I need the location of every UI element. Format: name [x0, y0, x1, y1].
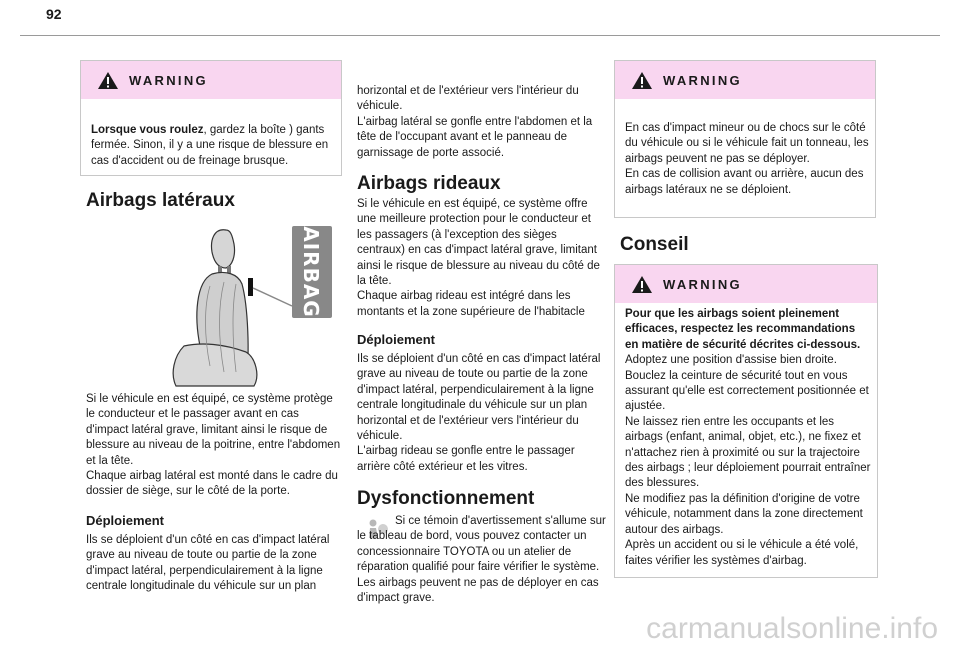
warning-box	[80, 60, 342, 176]
subheading-deployment: Déploiement	[86, 513, 165, 528]
warning-body-text: , gardez la boîte ) gants fermée. Sinon, il y a une risque de blessure en cas d'accident ou de freinage brusque.	[91, 124, 329, 167]
warning-header	[81, 61, 341, 99]
column-1	[80, 60, 342, 593]
warning-box-impact	[614, 60, 876, 218]
warning-text	[81, 99, 341, 177]
seat-illustration	[114, 226, 334, 388]
seat-airbag-illustration	[114, 226, 334, 388]
warning-box-advice	[614, 264, 878, 578]
warning-triangle-icon	[631, 71, 653, 90]
airbag-vertical-label: AIRBAG	[299, 226, 323, 318]
warning-title: WARNING	[663, 276, 742, 292]
section-heading-advice: Conseil	[620, 234, 689, 255]
warning-title: WARNING	[129, 72, 208, 88]
section-heading-curtain-airbags: Airbags rideaux	[357, 173, 501, 194]
subheading-deployment-2: Déploiement	[357, 332, 436, 347]
warning-header	[615, 265, 877, 303]
warning-header	[615, 61, 875, 99]
warning-title: WARNING	[663, 72, 742, 88]
warning-body-text: Adoptez une position d'assise bien droite. Bouclez la ceinture de sécurité tout en vous assurant qu'elle est correctement positionnée et ajustée. Ne laissez rien entre les occupants et les airbags (enfant, animal, objet, etc.), ne fixez et n'attachez rien à proximité ou sur la trajectoire des airbags ; leur déploiement pourrait entraîner des blessures. Ne modifiez pas la définition d'origine de votre véhicule, notamment dans la zone directement autour des airbags. Après un accident ou si le véhicule a été volé, faites vérifier les systèmes d'airbag.	[625, 354, 871, 567]
malfunction-text: Si ce témoin d'avertissement s'allume sur le tableau de bord, vous pouvez contacter un concessionnaire TOYOTA ou un atelier de réparation qualifié pour faire vérifier le système. Les airbags peuvent ne pas de déployer en cas d'impact grave.	[357, 515, 606, 605]
column-3	[614, 60, 876, 567]
side-airbag-deployment-text: Ils se déploient d'un côté en cas d'impact latéral grave au niveau de toute ou partie de la zone d'impact latéral, perpendiculairement à la ligne centrale longitudinale du véhicule sur un plan	[86, 534, 330, 593]
section-heading-malfunction: Dysfonctionnement	[357, 488, 535, 509]
top-rule	[20, 35, 940, 36]
footer-watermark: carmanualsonline.info	[646, 612, 938, 645]
warning-bold-text: Pour que les airbags soient pleinement efficaces, respectez les recommandations en matière de sécurité décrites ci-dessous.	[625, 308, 861, 351]
warning-triangle-icon	[631, 275, 653, 294]
curtain-airbag-deployment-text: Ils se déploient d'un côté en cas d'impact latéral grave au niveau de toute ou partie de la zone d'impact latéral, perpendiculairement à la ligne centrale longitudinale du véhicule sur un plan horizontal et de l'extérieur vers l'intérieur du véhicule. L'airbag rideau se gonfle entre le passager arrière côté extérieur et les vitres.	[357, 353, 601, 473]
section-heading-side-airbags: Airbags latéraux	[86, 190, 235, 211]
page-number: 92	[46, 6, 62, 22]
side-airbag-description: Si le véhicule en est équipé, ce système protège le conducteur et le passager avant en cas d'impact latéral grave, limitant ainsi le risque de blessure au niveau de la poitrine, entre l'abdomen et la tête. Chaque airbag latéral est monté dans le cadre du dossier de siège, sur le côté de la porte.	[86, 393, 341, 498]
side-airbag-deployment-continued: horizontal et de l'extérieur vers l'intérieur du véhicule. L'airbag latéral se gonfle entre l'abdomen et la tête de l'occupant avant et le panneau de garnissage de porte associé.	[357, 85, 593, 159]
curtain-airbag-description: Si le véhicule en est équipé, ce système offre une meilleure protection pour le conducteur et les passagers (à l'exception des sièges centraux) en cas d'impact latéral grave, limitant ainsi le risque de blessure au niveau du côté de la tête. Chaque airbag rideau est intégré dans les montants et la zone supérieure de l'habitacle	[357, 198, 600, 318]
warning-text	[615, 303, 877, 577]
warning-triangle-icon	[97, 71, 119, 90]
warning-bold-text: Lorsque vous roulez	[91, 124, 204, 136]
warning-text: En cas d'impact mineur ou de chocs sur le côté du véhicule ou si le véhicule fait un tonneau, les airbags peuvent ne pas se déployer. En cas de collision avant ou arrière, aucun des airbags latéraux ne se déploient.	[625, 122, 869, 196]
